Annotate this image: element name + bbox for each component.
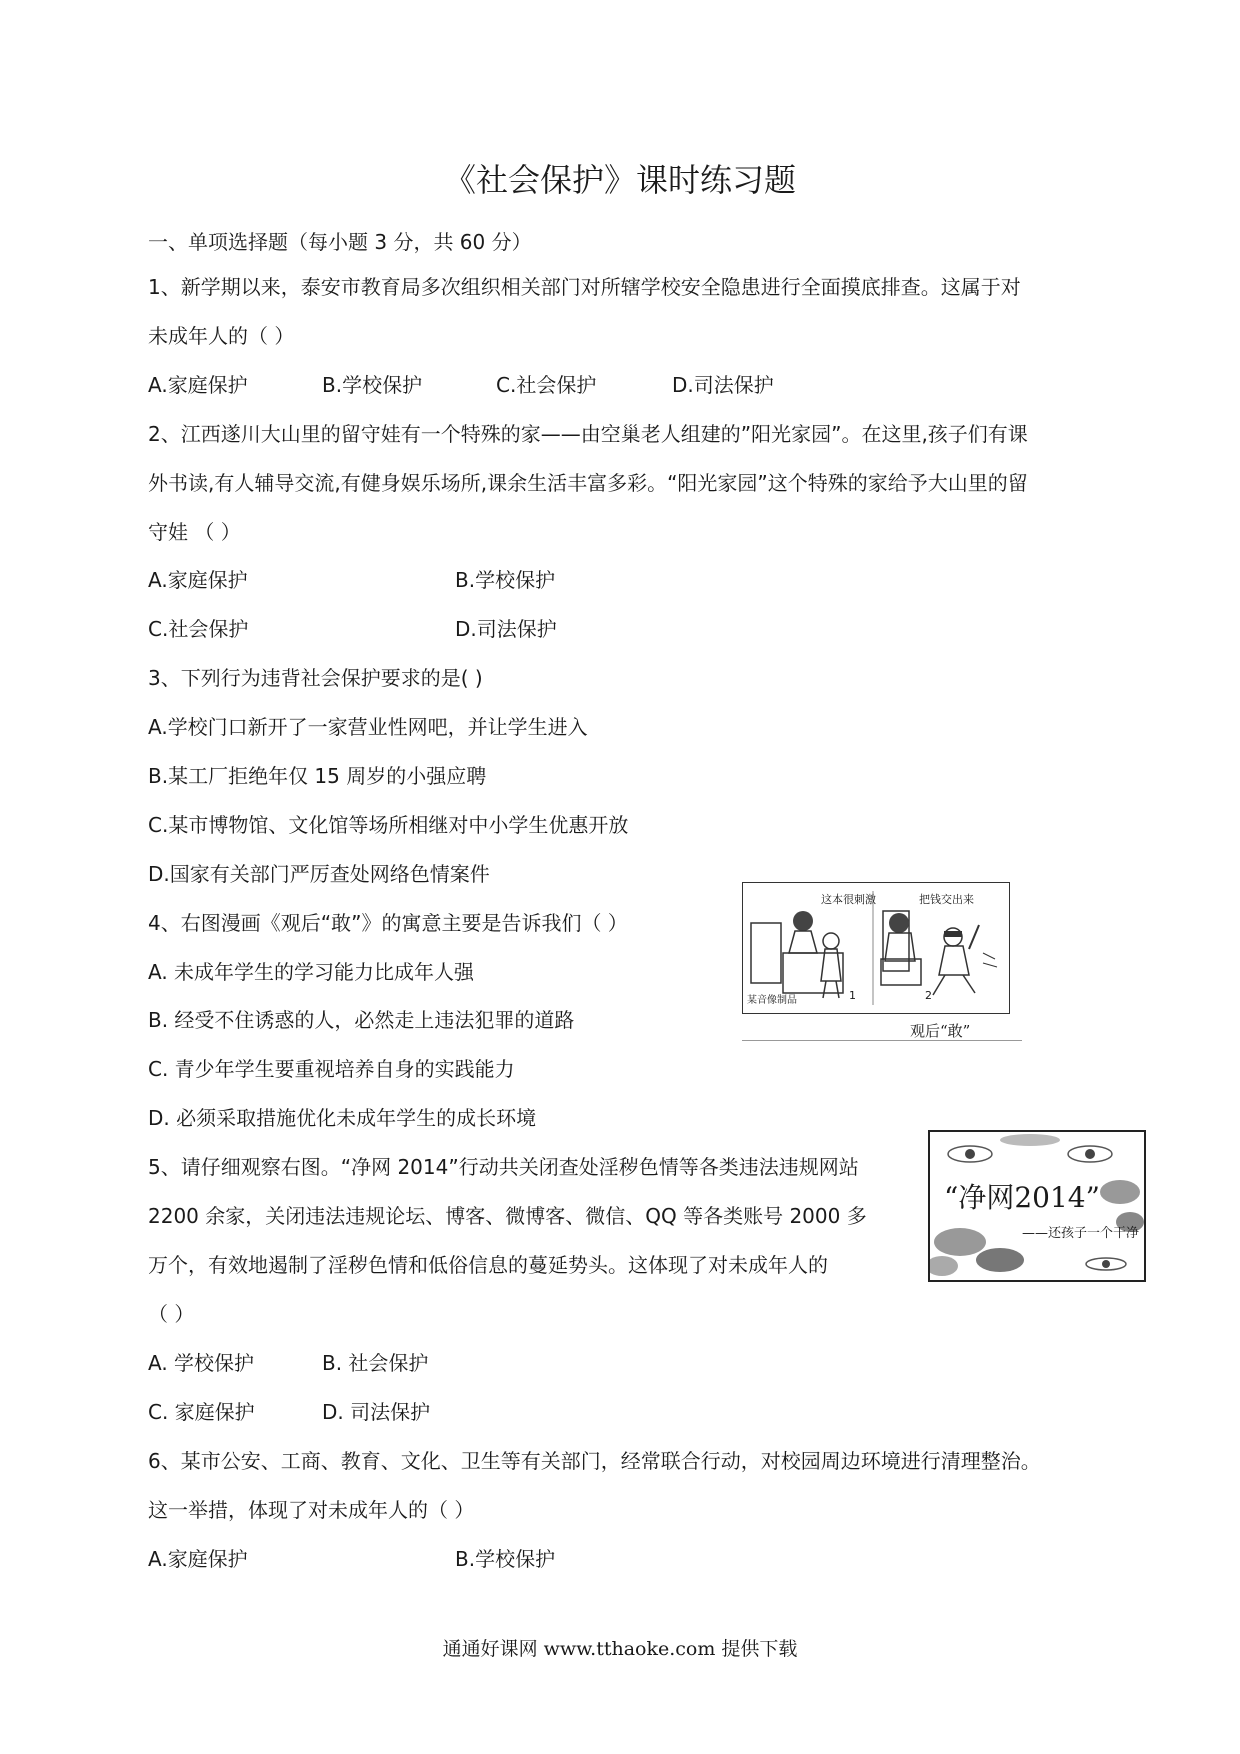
- q6-option-a: A.家庭保护: [148, 1547, 248, 1571]
- question-6-text: 6、某市公安、工商、教育、文化、卫生等有关部门，经常联合行动，对校园周边环境进行清理整治。: [148, 1449, 1041, 1473]
- q4-option-b: B. 经受不住诱惑的人，必然走上违法犯罪的道路: [148, 1008, 575, 1032]
- cartoon-sign: 某音像制品: [747, 995, 797, 1006]
- q1-option-d: D.司法保护: [672, 373, 774, 397]
- q4-option-d: D. 必须采取措施优化未成年学生的成长环境: [148, 1106, 537, 1130]
- question-5-text-end: （ ）: [148, 1302, 195, 1326]
- q5-option-b: B. 社会保护: [322, 1351, 429, 1375]
- cartoon-panel-2-number: 2: [925, 989, 932, 1002]
- cartoon-image: [742, 882, 1010, 1014]
- section-heading: 一、单项选择题（每小题 3 分，共 60 分）: [148, 230, 532, 254]
- cartoon-bubble-2: 把钱交出来: [919, 893, 974, 906]
- q2-option-b: B.学校保护: [455, 568, 556, 592]
- question-2-text-end: 守娃 （ ）: [148, 520, 241, 544]
- question-5-text-cont-2: 万个，有效地遏制了淫秽色情和低俗信息的蔓延势头。这体现了对未成年人的: [148, 1253, 828, 1277]
- q6-option-b: B.学校保护: [455, 1547, 556, 1571]
- question-2-text-cont: 外书读,有人辅导交流,有健身娱乐场所,课余生活丰富多彩。“阳光家园”这个特殊的家给予大山里的留: [148, 471, 1028, 495]
- q2-option-d: D.司法保护: [455, 617, 557, 641]
- cartoon-panel-1-number: 1: [849, 989, 856, 1002]
- question-3-text: 3、下列行为违背社会保护要求的是( ): [148, 666, 483, 690]
- q3-option-c: C.某市博物馆、文化馆等场所相继对中小学生优惠开放: [148, 813, 629, 837]
- q1-option-a: A.家庭保护: [148, 373, 248, 397]
- question-5-text-cont: 2200 余家，关闭违法违规论坛、博客、微博客、微信、QQ 等各类账号 2000 多: [148, 1204, 867, 1228]
- q5-option-d: D. 司法保护: [322, 1400, 431, 1424]
- q5-option-a: A. 学校保护: [148, 1351, 255, 1375]
- question-2-text: 2、江西遂川大山里的留守娃有一个特殊的家——由空巢老人组建的”阳光家园”。在这里,孩子们有课: [148, 422, 1028, 446]
- q3-option-d: D.国家有关部门严厉查处网络色情案件: [148, 862, 490, 886]
- question-1-text: 1、新学期以来，泰安市教育局多次组织相关部门对所辖学校安全隐患进行全面摸底排查。这属于对: [148, 275, 1021, 299]
- q1-option-b: B.学校保护: [322, 373, 423, 397]
- q4-option-c: C. 青少年学生要重视培养自身的实践能力: [148, 1057, 515, 1081]
- q5-option-c: C. 家庭保护: [148, 1400, 255, 1424]
- poster-slogan: ——还孩子一个干净: [1022, 1226, 1140, 1241]
- q4-option-a: A. 未成年学生的学习能力比成年人强: [148, 960, 475, 984]
- q3-option-a: A.学校门口新开了一家营业性网吧，并让学生进入: [148, 715, 588, 739]
- question-6-text-cont: 这一举措，体现了对未成年人的（ ）: [148, 1498, 475, 1522]
- cartoon-bubble-1: 这本很刺激: [821, 893, 876, 906]
- q1-option-c: C.社会保护: [496, 373, 597, 397]
- q3-option-b: B.某工厂拒绝年仅 15 周岁的小强应聘: [148, 764, 487, 788]
- page-title: 《社会保护》课时练习题: [443, 161, 796, 199]
- page-footer: 通通好课网 www.tthaoke.com 提供下载: [442, 1638, 798, 1660]
- q2-option-c: C.社会保护: [148, 617, 249, 641]
- question-4-text: 4、右图漫画《观后“敢”》的寓意主要是告诉我们（ ）: [148, 911, 628, 935]
- q2-option-a: A.家庭保护: [148, 568, 248, 592]
- clean-net-poster: [928, 1130, 1146, 1282]
- question-5-text: 5、请仔细观察右图。“净网 2014”行动共关闭查处淫秽色情等各类违法违规网站: [148, 1155, 859, 1179]
- question-1-text-cont: 未成年人的（ ）: [148, 324, 295, 348]
- cartoon-caption: 观后“敢”: [910, 1022, 971, 1040]
- cartoon-caption-rule: [742, 1040, 1022, 1041]
- poster-headline: “净网2014”: [944, 1181, 1100, 1214]
